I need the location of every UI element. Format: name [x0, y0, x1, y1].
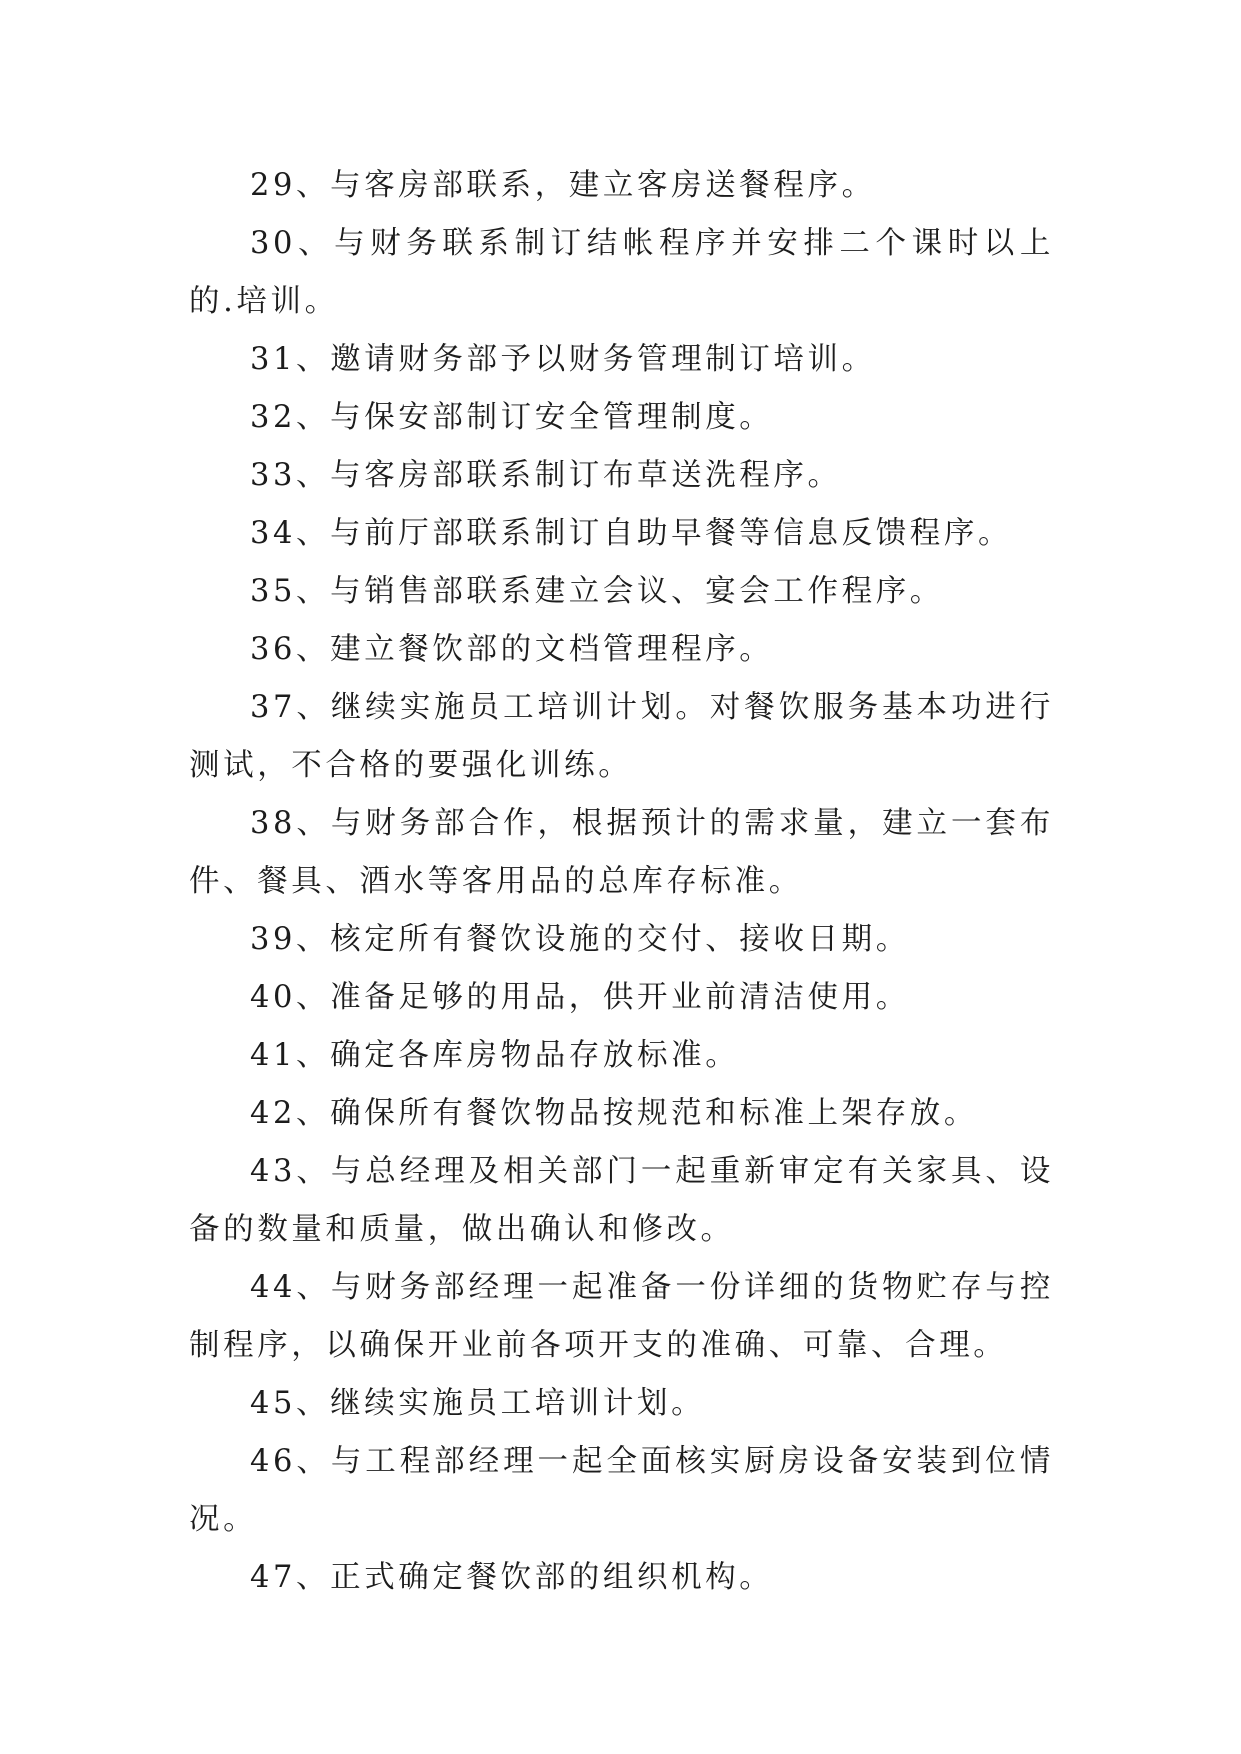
- paragraph-40: 40、准备足够的用品，供开业前清洁使用。: [250, 980, 910, 1015]
- paragraph-41: 41、确定各库房物品存放标准。: [250, 1038, 740, 1073]
- paragraph-39: 39、核定所有餐饮设施的交付、接收日期。: [250, 922, 910, 957]
- document-body: [189, 157, 1054, 1607]
- paragraph-46: 46、与工程部经理一起全面核实厨房设备安装到位情况。: [189, 1444, 1054, 1537]
- paragraph-35: 35、与销售部联系建立会议、宴会工作程序。: [250, 574, 944, 609]
- paragraph-32: 32、与保安部制订安全管理制度。: [250, 400, 774, 435]
- paragraph-31: 31、邀请财务部予以财务管理制订培训。: [250, 342, 876, 377]
- paragraph-33: 33、与客房部联系制订布草送洗程序。: [250, 458, 842, 493]
- paragraph-34: 34、与前厅部联系制订自助早餐等信息反馈程序。: [250, 516, 1013, 551]
- paragraph-42: 42、确保所有餐饮物品按规范和标准上架存放。: [250, 1096, 979, 1131]
- paragraph-44: 44、与财务部经理一起准备一份详细的货物贮存与控制程序，以确保开业前各项开支的准确、可靠、合理。: [189, 1270, 1054, 1363]
- paragraph-30: 30、与财务联系制订结帐程序并安排二个课时以上的.培训。: [189, 226, 1054, 319]
- paragraph-37: 37、继续实施员工培训计划。对餐饮服务基本功进行测试，不合格的要强化训练。: [189, 690, 1054, 783]
- paragraph-29: 29、与客房部联系，建立客房送餐程序。: [250, 168, 876, 203]
- paragraph-47: 47、正式确定餐饮部的组织机构。: [250, 1560, 774, 1595]
- paragraph-45: 45、继续实施员工培训计划。: [250, 1386, 706, 1421]
- paragraph-43: 43、与总经理及相关部门一起重新审定有关家具、设备的数量和质量，做出确认和修改。: [189, 1154, 1054, 1247]
- paragraph-36: 36、建立餐饮部的文档管理程序。: [250, 632, 774, 667]
- paragraph-38: 38、与财务部合作，根据预计的需求量，建立一套布件、餐具、酒水等客用品的总库存标准。: [189, 806, 1054, 899]
